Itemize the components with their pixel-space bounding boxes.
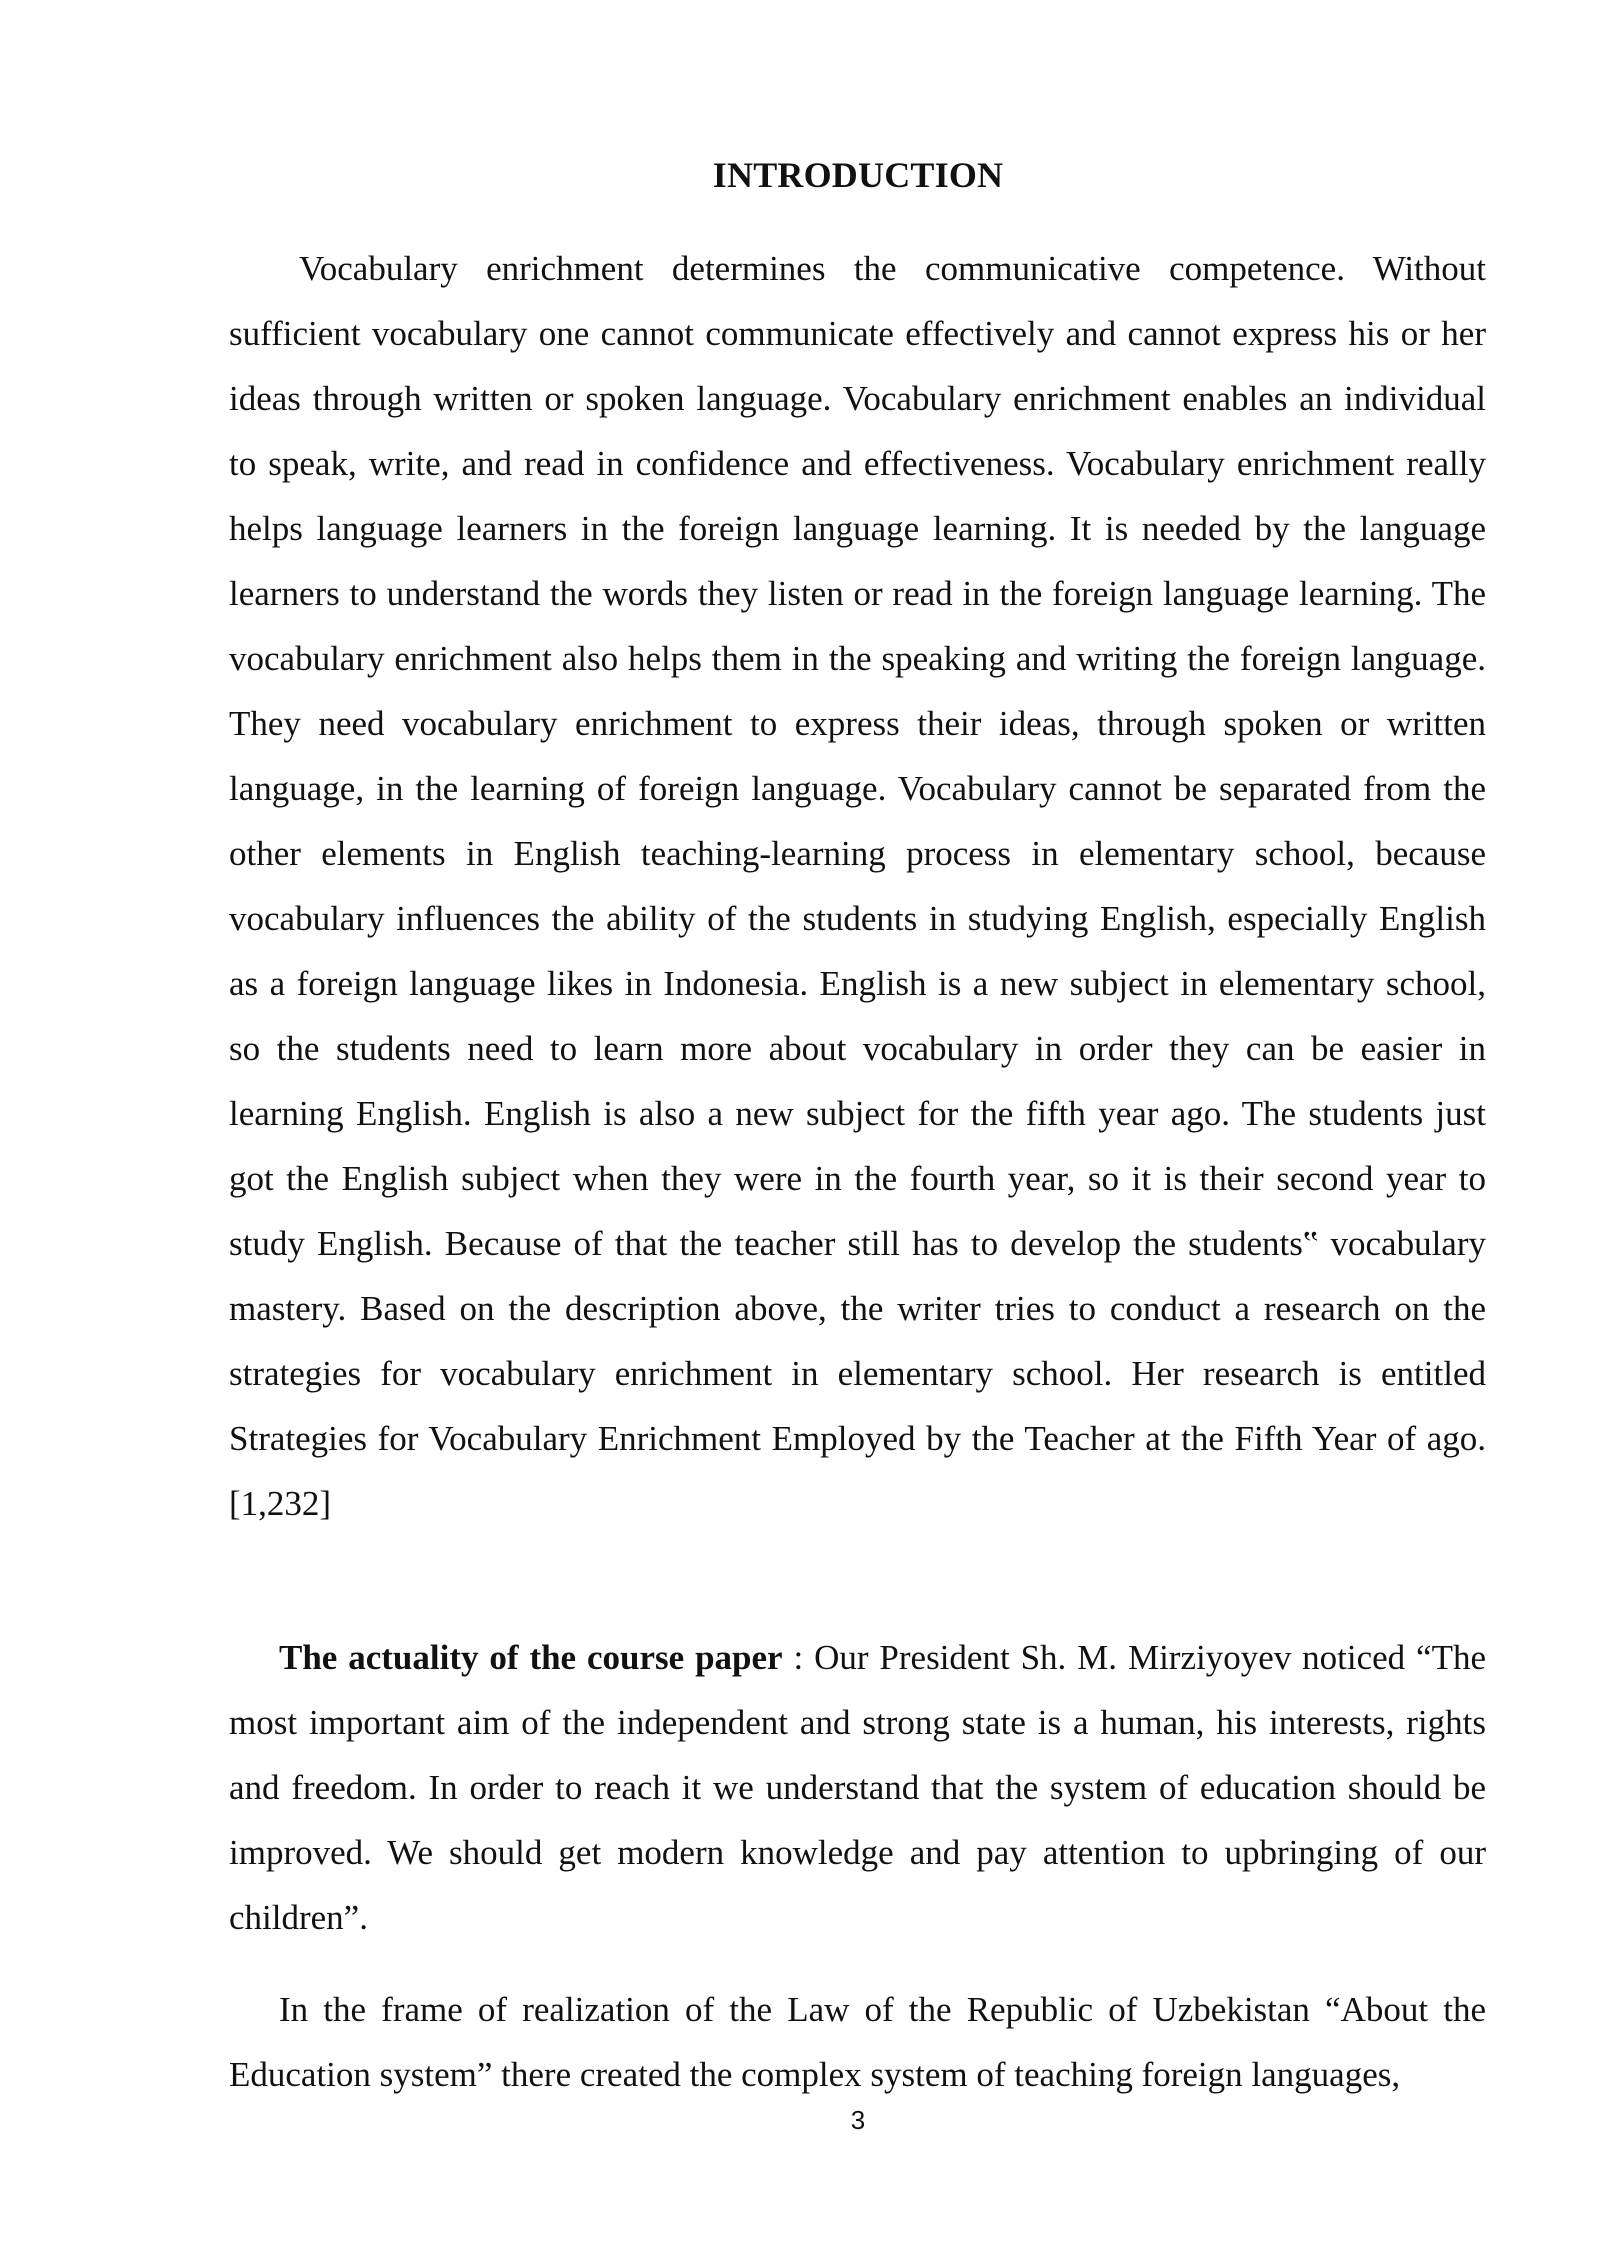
paragraph-vocabulary-enrichment: Vocabulary enrichment determines the communicative competence. Without sufficient vocabulary one cannot communicate effectively and cannot express his or her ideas through written or spoken language. Vocabulary enrichment enables an individual to speak, write, and read in confidence and effectiveness. Vocabulary enrichment really helps language learners in the foreign language learning. It is needed by the language learners to understand the words they listen or read in the foreign language learning. The vocabulary enrichment also helps them in the speaking and writing the foreign language. They need vocabulary enrichment to express their ideas, through spoken or written language, in the learning of foreign language. Vocabulary cannot be separated from the other elements in English teaching-learning process in elementary school, because vocabulary influences the ability of the students in studying English, especially English as a foreign language likes in Indonesia. English is a new subject in elementary school, so the students need to learn more about vocabulary in order they can be easier in learning English. English is also a new subject for the fifth year ago. The students just got the English subject when they were in the fourth year, so it is their second year to study English. Because of that the teacher still has to develop the students‟ vocabulary mastery. Based on the description above, the writer tries to conduct a research on the strategies for vocabulary enrichment in elementary school. Her research is entitled Strategies for Vocabulary Enrichment Employed by the Teacher at the Fifth Year of ago.[1,232] [229, 249, 1486, 1523]
paragraph-actuality-body: : Our President Sh. M. Mirziyoyev noticed “The most important aim of the independent and strong state is a human, his interests, rights and freedom. In order to reach it we understand that the system of education should be improved. We should get modern knowledge and pay attention to upbringing of our children”. [229, 1638, 1486, 1937]
page-number: 3 [850, 2105, 866, 2135]
section-heading: INTRODUCTION [712, 155, 1004, 195]
paragraph-actuality-lead: The actuality of the course paper [279, 1638, 783, 1677]
paragraph-actuality [229, 1625, 1486, 1950]
paragraph-law-education: In the frame of realization of the Law of the Republic of Uzbekistan “About the Education system” there created the complex system of teaching foreign languages, [229, 1990, 1486, 2094]
